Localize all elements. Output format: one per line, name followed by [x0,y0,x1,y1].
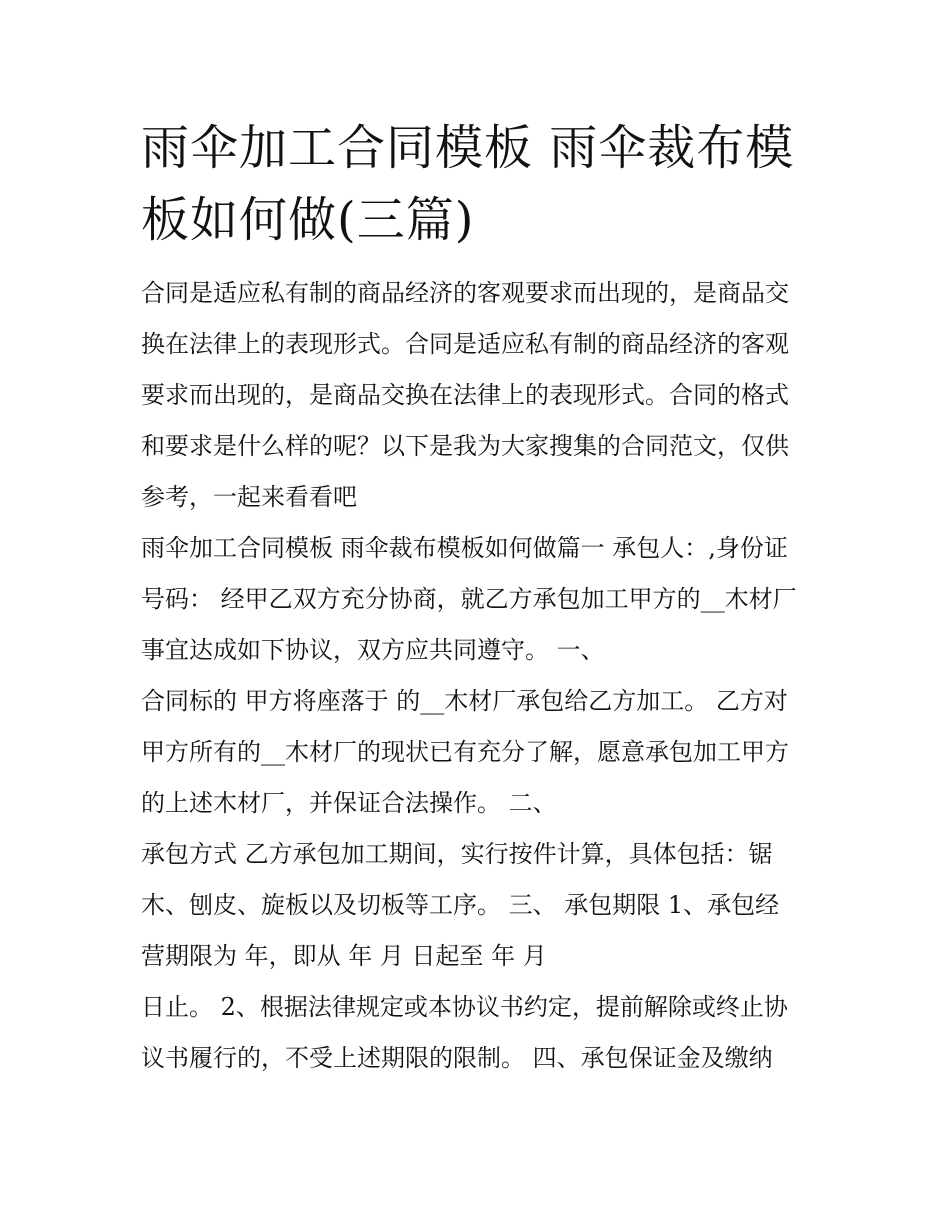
document-title: 雨伞加工合同模板 雨伞裁布模 板如何做(三篇) [141,120,795,248]
paragraph-method: 承包方式 乙方承包加工期间，实行按件计算，具体包括：锯 木、刨皮、旋板以及切板等工序。 三、 承包期限 1、承包经 营期限为 年，即从 年 月 日起至 年 月 [141,840,780,970]
paragraph-term: 日止。 2、根据法律规定或本协议书约定，提前解除或终止协 议书履行的，不受上述期限的限制。 四、承包保证金及缴纳 [141,993,788,1072]
document-page [141,112,813,1084]
paragraph-intro: 合同是适应私有制的商品经济的客观要求而出现的，是商品交 换在法律上的表现形式。合同是适应私有制的商品经济的客观 要求而出现的，是商品交换在法律上的表现形式。合同的格式 和要求是什么样的呢？以下是我为大家搜集的合同范文，仅供 参考，一起来看看吧 [141,279,789,511]
paragraph-parties: 雨伞加工合同模板 雨伞裁布模板如何做篇一 承包人：,身份证 号码： 经甲乙双方充分协商，就乙方承包加工甲方的__木材厂 事宜达成如下协议，双方应共同遵守。 一、 [141,534,797,664]
document-body [141,268,813,1084]
paragraph-subject: 合同标的 甲方将座落于 的__木材厂承包给乙方加工。 乙方对 甲方所有的__木材厂的现状已有充分了解，愿意承包加工甲方 的上述木材厂，并保证合法操作。 二、 [141,687,789,817]
